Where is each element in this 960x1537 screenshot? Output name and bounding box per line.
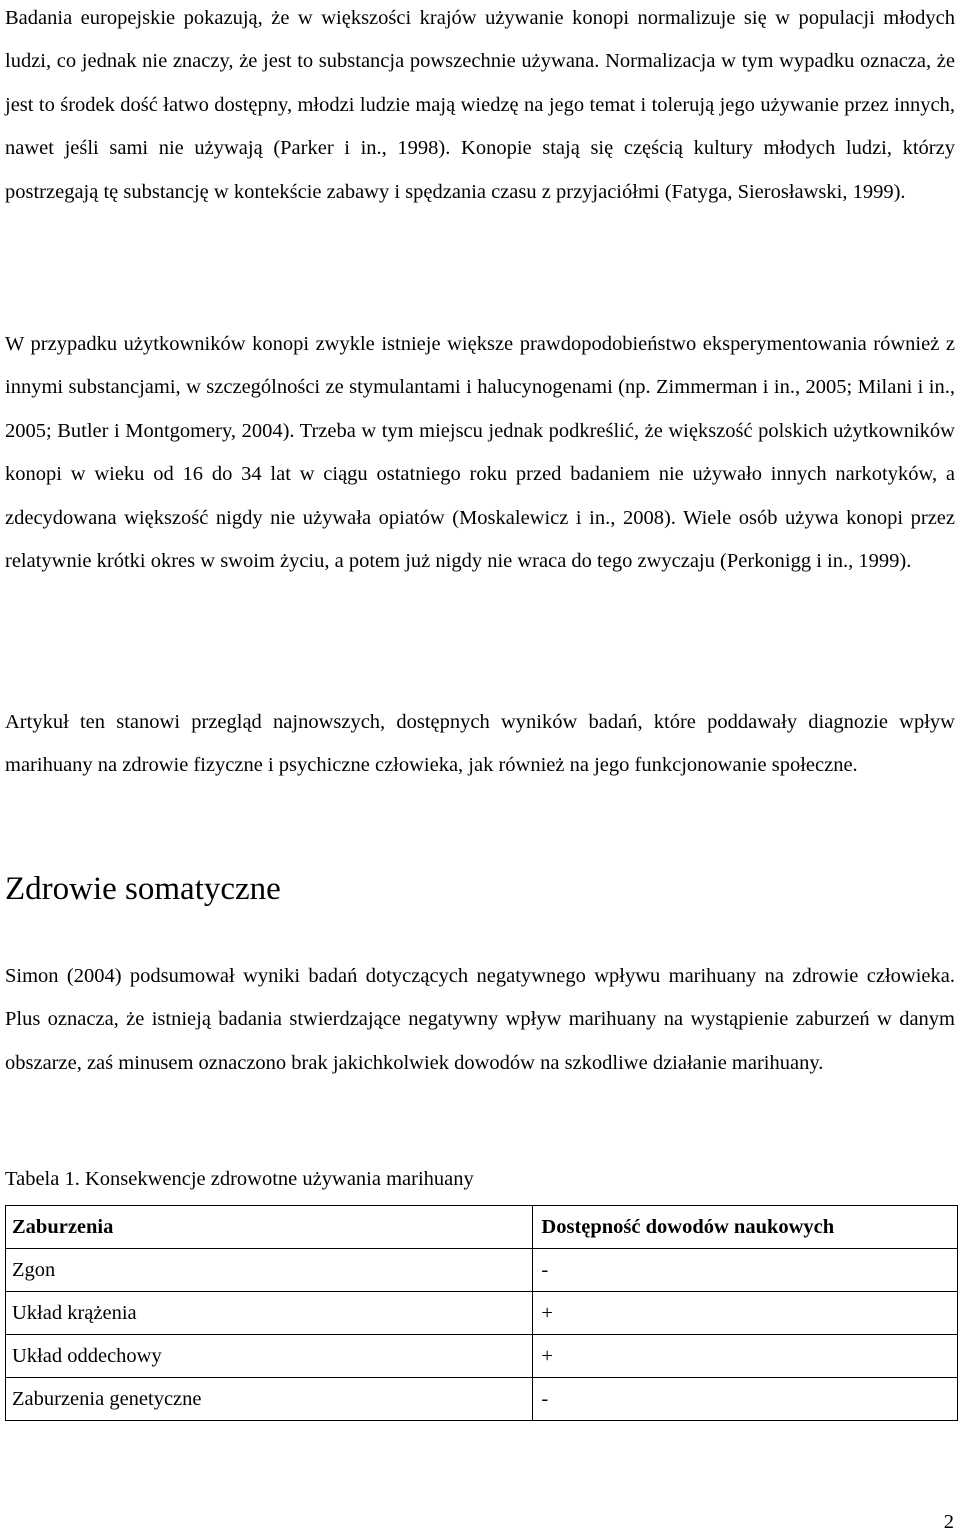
table-header-row <box>6 1206 958 1249</box>
table-cell-disorder: Zgon <box>6 1249 533 1292</box>
table-cell-evidence: - <box>533 1249 958 1292</box>
paragraph-somatic-health: Simon (2004) podsumował wyniki badań dotyczących negatywnego wpływu marihuany na zdrowie człowieka. Plus oznacza, że istnieją badania stwierdzające negatywny wpływ marihuany na wystąpienie zaburzeń w danym obszarze, zaś minusem oznaczono brak jakichkolwiek dowodów na szkodliwe działanie marihuany. <box>5 965 955 1074</box>
section-heading: Zdrowie somatyczne <box>5 871 281 907</box>
table-header-evidence: Dostępność dowodów naukowych <box>533 1206 958 1249</box>
table-cell-evidence: + <box>533 1335 958 1378</box>
table-row <box>6 1335 958 1378</box>
table-row <box>6 1249 958 1292</box>
table-caption: Tabela 1. Konsekwencje zdrowotne używania marihuany <box>5 1168 474 1190</box>
table-row <box>6 1292 958 1335</box>
table-cell-evidence: - <box>533 1378 958 1421</box>
table-cell-disorder: Układ krążenia <box>6 1292 533 1335</box>
table-cell-disorder: Układ oddechowy <box>6 1335 533 1378</box>
table-header-disorders: Zaburzenia <box>6 1206 533 1249</box>
page-number: 2 <box>943 1511 954 1533</box>
paragraph-other-substances: W przypadku użytkowników konopi zwykle istnieje większe prawdopodobieństwo eksperymentowania również z innymi substancjami, w szczególności ze stymulantami i halucynogenami (np. Zimmerman i in., 2005; Milani i in., 2005; Butler i Montgomery, 2004). Trzeba w tym miejscu jednak podkreślić, że większość polskich użytkowników konopi w wieku od 16 do 34 lat w ciągu ostatniego roku przed badaniem nie używało innych narkotyków, a zdecydowana większość nigdy nie używała opiatów (Moskalewicz i in., 2008). Wiele osób używa konopi przez relatywnie krótki okres w swoim życiu, a potem już nigdy nie wraca do tego zwyczaju (Perkonigg i in., 1999). <box>5 333 955 573</box>
table-cell-evidence: + <box>533 1292 958 1335</box>
table-cell-disorder: Zaburzenia genetyczne <box>6 1378 533 1421</box>
table-row <box>6 1378 958 1421</box>
paragraph-normalization: Badania europejskie pokazują, że w większości krajów używanie konopi normalizuje się w populacji młodych ludzi, co jednak nie znaczy, że jest to substancja powszechnie używana. Normalizacja w tym wypadku oznacza, że jest to środek dość łatwo dostępny, młodzi ludzie mają wiedzę na jego temat i tolerują jego używanie przez innych, nawet jeśli sami nie używają (Parker i in., 1998). Konopie stają się częścią kultury młodych ludzi, którzy postrzegają tę substancję w kontekście zabawy i spędzania czasu z przyjaciółmi (Fatyga, Sierosławski, 1999). <box>5 7 955 203</box>
paragraph-article-scope: Artykuł ten stanowi przegląd najnowszych, dostępnych wyników badań, które poddawały diagnozie wpływ marihuany na zdrowie fizyczne i psychiczne człowieka, jak również na jego funkcjonowanie społeczne. <box>5 711 955 777</box>
health-consequences-table <box>5 1205 958 1421</box>
